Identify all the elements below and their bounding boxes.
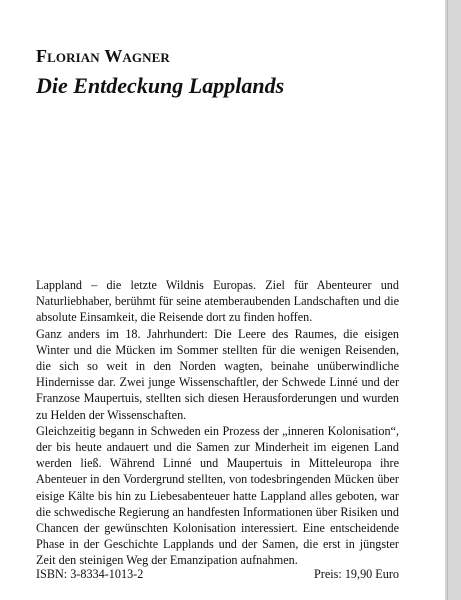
blurb-paragraph-2: Ganz anders im 18. Jahrhundert: Die Leere des Raumes, die eisigen Winter und die Mücken im Sommer stellten für die wenigen Reisenden, die sich so weit in den Norden wagten, beinahe unüberwindliche Hindernisse dar. Zwei junge Wissenschaftler, der Schwede Linné und der Franzose Maupertuis, stellten sich diesen Herausforderungen und wurden zu Helden der Wissenschaften.: [36, 326, 399, 422]
blurb-paragraph-3: Gleichzeitig begann in Schweden ein Prozess der „inneren Kolonisation“, der bis heute andauert und die Samen zur Minderheit im eigenen Land werden ließ. Während Linné und Maupertuis in Mitteleuropa ihre Abenteuer in den Vordergrund stellten, von todesbringenden Mücken über eisige Kälte bis hin zu Liebesabenteuer hatte Lappland alles geboten, war die schwedische Regierung an handfesten Informationen über Risiken und Chancen der gewünschten Kolonisation interessiert. Eine entscheidende Phase in der Geschichte Lapplands und der Samen, die erst in jüngster Zeit den steinigen Weg der Emanzipation aufnahmen.: [36, 423, 399, 568]
blurb-text: [36, 277, 399, 569]
author-first-name: Florian: [36, 46, 100, 66]
author-name: [36, 46, 170, 66]
price-label: Preis: 19,90 Euro: [314, 567, 399, 581]
page-edge-line: [447, 0, 448, 600]
blurb-paragraph-1: Lappland – die letzte Wildnis Europas. Ziel für Abenteurer und Naturliebhaber, berühmt für seine atemberaubenden Landschaften und die absolute Einsamkeit, die Reisende dort zu finden hoffen.: [36, 278, 399, 325]
isbn-number: ISBN: 3-8334-1013-2: [36, 567, 144, 581]
author-last-name: Wagner: [104, 46, 170, 66]
book-title: Die Entdeckung Lapplands: [36, 73, 285, 98]
cover-footer: [36, 566, 399, 582]
